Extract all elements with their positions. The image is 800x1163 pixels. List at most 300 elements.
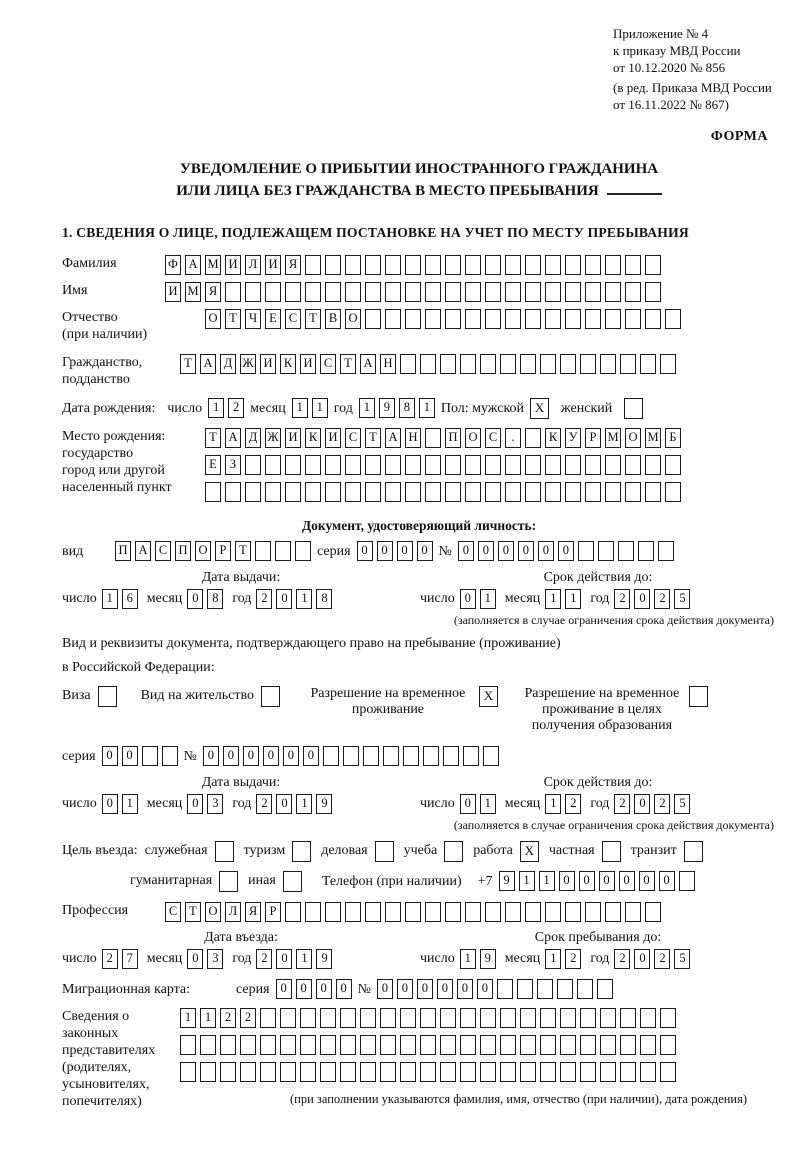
char-box[interactable]: [320, 1008, 336, 1028]
char-box[interactable]: [660, 1008, 676, 1028]
char-box[interactable]: И: [260, 354, 276, 374]
char-box[interactable]: [679, 871, 695, 891]
char-box[interactable]: И: [165, 282, 181, 302]
char-box[interactable]: 2: [256, 949, 272, 969]
char-box[interactable]: Д: [220, 354, 236, 374]
char-box[interactable]: [585, 255, 601, 275]
char-box[interactable]: [500, 1062, 516, 1082]
char-box[interactable]: 0: [102, 794, 118, 814]
char-box[interactable]: [465, 309, 481, 329]
char-box[interactable]: [560, 1008, 576, 1028]
char-box[interactable]: [645, 309, 661, 329]
char-box[interactable]: [405, 902, 421, 922]
char-box[interactable]: [440, 1008, 456, 1028]
char-box[interactable]: [540, 1008, 556, 1028]
char-box[interactable]: [403, 746, 419, 766]
char-box[interactable]: А: [225, 428, 241, 448]
transit-checkbox[interactable]: [684, 841, 703, 862]
char-box[interactable]: [585, 455, 601, 475]
char-box[interactable]: [423, 746, 439, 766]
char-box[interactable]: [545, 309, 561, 329]
char-box[interactable]: И: [265, 255, 281, 275]
char-box[interactable]: 0: [518, 541, 534, 561]
char-box[interactable]: [485, 255, 501, 275]
char-box[interactable]: [255, 541, 271, 561]
char-box[interactable]: [545, 455, 561, 475]
char-box[interactable]: [445, 902, 461, 922]
char-box[interactable]: 0: [619, 871, 635, 891]
char-box[interactable]: [557, 979, 573, 999]
char-box[interactable]: [577, 979, 593, 999]
char-box[interactable]: [505, 455, 521, 475]
char-box[interactable]: 0: [276, 794, 292, 814]
char-box[interactable]: 0: [122, 746, 138, 766]
char-box[interactable]: 1: [296, 794, 312, 814]
char-box[interactable]: [345, 482, 361, 502]
char-box[interactable]: [425, 482, 441, 502]
char-box[interactable]: [620, 1062, 636, 1082]
char-box[interactable]: [500, 1035, 516, 1055]
char-box[interactable]: [545, 902, 561, 922]
char-box[interactable]: 0: [316, 979, 332, 999]
char-box[interactable]: О: [195, 541, 211, 561]
char-box[interactable]: З: [225, 455, 241, 475]
char-box[interactable]: 1: [419, 398, 435, 418]
char-box[interactable]: [485, 482, 501, 502]
char-box[interactable]: [365, 255, 381, 275]
char-box[interactable]: Ж: [240, 354, 256, 374]
char-box[interactable]: [520, 1062, 536, 1082]
char-box[interactable]: М: [205, 255, 221, 275]
char-box[interactable]: 0: [460, 589, 476, 609]
char-box[interactable]: [205, 482, 221, 502]
char-box[interactable]: [285, 282, 301, 302]
char-box[interactable]: .: [505, 428, 521, 448]
char-box[interactable]: [300, 1062, 316, 1082]
char-box[interactable]: [225, 482, 241, 502]
char-box[interactable]: [640, 1062, 656, 1082]
char-box[interactable]: 0: [397, 979, 413, 999]
char-box[interactable]: [465, 482, 481, 502]
char-box[interactable]: [640, 354, 656, 374]
char-box[interactable]: Я: [205, 282, 221, 302]
char-box[interactable]: О: [345, 309, 361, 329]
char-box[interactable]: С: [285, 309, 301, 329]
char-box[interactable]: [345, 455, 361, 475]
char-box[interactable]: С: [345, 428, 361, 448]
char-box[interactable]: [605, 309, 621, 329]
char-box[interactable]: 0: [187, 589, 203, 609]
char-box[interactable]: 0: [559, 871, 575, 891]
char-box[interactable]: [305, 255, 321, 275]
char-box[interactable]: 0: [336, 979, 352, 999]
char-box[interactable]: [440, 1035, 456, 1055]
char-box[interactable]: [275, 541, 291, 561]
char-box[interactable]: 0: [457, 979, 473, 999]
char-box[interactable]: [345, 255, 361, 275]
char-box[interactable]: Р: [215, 541, 231, 561]
char-box[interactable]: 0: [276, 949, 292, 969]
char-box[interactable]: Т: [185, 902, 201, 922]
char-box[interactable]: [625, 255, 641, 275]
char-box[interactable]: [385, 255, 401, 275]
char-box[interactable]: С: [485, 428, 501, 448]
char-box[interactable]: [565, 309, 581, 329]
char-box[interactable]: [660, 1035, 676, 1055]
char-box[interactable]: [225, 282, 241, 302]
char-box[interactable]: [285, 482, 301, 502]
official-checkbox[interactable]: [215, 841, 234, 862]
char-box[interactable]: 8: [399, 398, 415, 418]
char-box[interactable]: И: [225, 255, 241, 275]
char-box[interactable]: 1: [296, 949, 312, 969]
char-box[interactable]: [305, 902, 321, 922]
char-box[interactable]: Д: [245, 428, 261, 448]
char-box[interactable]: 0: [296, 979, 312, 999]
char-box[interactable]: [520, 1035, 536, 1055]
char-box[interactable]: [285, 455, 301, 475]
char-box[interactable]: [525, 482, 541, 502]
char-box[interactable]: [465, 282, 481, 302]
char-box[interactable]: [500, 354, 516, 374]
char-box[interactable]: Я: [285, 255, 301, 275]
char-box[interactable]: П: [175, 541, 191, 561]
char-box[interactable]: [580, 354, 596, 374]
char-box[interactable]: [665, 482, 681, 502]
char-box[interactable]: 1: [296, 589, 312, 609]
char-box[interactable]: 0: [477, 979, 493, 999]
char-box[interactable]: [280, 1008, 296, 1028]
char-box[interactable]: [625, 309, 641, 329]
char-box[interactable]: [665, 455, 681, 475]
char-box[interactable]: [300, 1035, 316, 1055]
char-box[interactable]: [443, 746, 459, 766]
char-box[interactable]: [485, 902, 501, 922]
char-box[interactable]: [245, 282, 261, 302]
char-box[interactable]: М: [605, 428, 621, 448]
char-box[interactable]: [598, 541, 614, 561]
char-box[interactable]: Ж: [265, 428, 281, 448]
char-box[interactable]: [660, 354, 676, 374]
char-box[interactable]: [180, 1062, 196, 1082]
char-box[interactable]: [505, 282, 521, 302]
char-box[interactable]: [525, 255, 541, 275]
char-box[interactable]: [520, 354, 536, 374]
char-box[interactable]: 0: [437, 979, 453, 999]
char-box[interactable]: Т: [235, 541, 251, 561]
char-box[interactable]: [300, 1008, 316, 1028]
char-box[interactable]: [605, 282, 621, 302]
char-box[interactable]: [605, 455, 621, 475]
char-box[interactable]: 1: [102, 589, 118, 609]
char-box[interactable]: [660, 1062, 676, 1082]
char-box[interactable]: [420, 1035, 436, 1055]
char-box[interactable]: 2: [102, 949, 118, 969]
char-box[interactable]: 2: [565, 794, 581, 814]
char-box[interactable]: [465, 255, 481, 275]
char-box[interactable]: 8: [316, 589, 332, 609]
char-box[interactable]: [380, 1008, 396, 1028]
char-box[interactable]: [618, 541, 634, 561]
char-box[interactable]: [645, 255, 661, 275]
char-box[interactable]: [565, 482, 581, 502]
work-checkbox[interactable]: X: [520, 841, 539, 862]
char-box[interactable]: [360, 1035, 376, 1055]
char-box[interactable]: [505, 309, 521, 329]
char-box[interactable]: 0: [223, 746, 239, 766]
char-box[interactable]: [600, 1035, 616, 1055]
char-box[interactable]: [323, 746, 339, 766]
char-box[interactable]: 1: [359, 398, 375, 418]
char-box[interactable]: [285, 902, 301, 922]
char-box[interactable]: [540, 1062, 556, 1082]
char-box[interactable]: 0: [634, 949, 650, 969]
char-box[interactable]: 0: [283, 746, 299, 766]
char-box[interactable]: [605, 482, 621, 502]
char-box[interactable]: [560, 1035, 576, 1055]
char-box[interactable]: [325, 482, 341, 502]
char-box[interactable]: [260, 1062, 276, 1082]
char-box[interactable]: 0: [579, 871, 595, 891]
char-box[interactable]: [365, 482, 381, 502]
char-box[interactable]: [445, 482, 461, 502]
other-checkbox[interactable]: [283, 871, 302, 892]
char-box[interactable]: [320, 1035, 336, 1055]
char-box[interactable]: [220, 1062, 236, 1082]
char-box[interactable]: [540, 1035, 556, 1055]
char-box[interactable]: 1: [539, 871, 555, 891]
char-box[interactable]: Л: [245, 255, 261, 275]
char-box[interactable]: 0: [634, 589, 650, 609]
char-box[interactable]: [365, 902, 381, 922]
char-box[interactable]: [363, 746, 379, 766]
char-box[interactable]: [425, 428, 441, 448]
char-box[interactable]: 2: [614, 949, 630, 969]
char-box[interactable]: [340, 1035, 356, 1055]
char-box[interactable]: [585, 282, 601, 302]
char-box[interactable]: [420, 354, 436, 374]
char-box[interactable]: Я: [245, 902, 261, 922]
char-box[interactable]: 1: [519, 871, 535, 891]
char-box[interactable]: [142, 746, 158, 766]
gender-male-checkbox[interactable]: X: [530, 398, 549, 419]
char-box[interactable]: [580, 1062, 596, 1082]
char-box[interactable]: 3: [207, 949, 223, 969]
char-box[interactable]: У: [565, 428, 581, 448]
char-box[interactable]: [365, 455, 381, 475]
char-box[interactable]: 5: [674, 589, 690, 609]
char-box[interactable]: Е: [205, 455, 221, 475]
char-box[interactable]: 1: [208, 398, 224, 418]
char-box[interactable]: [425, 309, 441, 329]
char-box[interactable]: [280, 1062, 296, 1082]
char-box[interactable]: О: [205, 309, 221, 329]
char-box[interactable]: М: [645, 428, 661, 448]
char-box[interactable]: А: [200, 354, 216, 374]
char-box[interactable]: 1: [200, 1008, 216, 1028]
char-box[interactable]: Р: [585, 428, 601, 448]
char-box[interactable]: [463, 746, 479, 766]
char-box[interactable]: [445, 282, 461, 302]
char-box[interactable]: [520, 1008, 536, 1028]
char-box[interactable]: [460, 1062, 476, 1082]
char-box[interactable]: 0: [263, 746, 279, 766]
char-box[interactable]: [425, 282, 441, 302]
char-box[interactable]: 9: [480, 949, 496, 969]
char-box[interactable]: [605, 902, 621, 922]
char-box[interactable]: 1: [180, 1008, 196, 1028]
char-box[interactable]: 0: [458, 541, 474, 561]
char-box[interactable]: Е: [265, 309, 281, 329]
char-box[interactable]: [385, 482, 401, 502]
char-box[interactable]: [360, 1062, 376, 1082]
char-box[interactable]: 0: [357, 541, 373, 561]
char-box[interactable]: 2: [614, 794, 630, 814]
char-box[interactable]: 7: [122, 949, 138, 969]
char-box[interactable]: [385, 309, 401, 329]
char-box[interactable]: [565, 282, 581, 302]
char-box[interactable]: [265, 482, 281, 502]
char-box[interactable]: [460, 1035, 476, 1055]
char-box[interactable]: [345, 282, 361, 302]
char-box[interactable]: К: [280, 354, 296, 374]
char-box[interactable]: 2: [228, 398, 244, 418]
char-box[interactable]: [517, 979, 533, 999]
char-box[interactable]: 0: [276, 589, 292, 609]
char-box[interactable]: [625, 455, 641, 475]
char-box[interactable]: А: [185, 255, 201, 275]
char-box[interactable]: 0: [538, 541, 554, 561]
char-box[interactable]: 0: [599, 871, 615, 891]
char-box[interactable]: [625, 282, 641, 302]
char-box[interactable]: С: [165, 902, 181, 922]
char-box[interactable]: 9: [379, 398, 395, 418]
char-box[interactable]: [425, 455, 441, 475]
char-box[interactable]: 8: [207, 589, 223, 609]
char-box[interactable]: 5: [674, 949, 690, 969]
char-box[interactable]: [180, 1035, 196, 1055]
char-box[interactable]: [385, 282, 401, 302]
char-box[interactable]: [525, 282, 541, 302]
char-box[interactable]: [400, 1062, 416, 1082]
char-box[interactable]: [365, 282, 381, 302]
char-box[interactable]: [560, 1062, 576, 1082]
gender-female-checkbox[interactable]: [624, 398, 643, 419]
char-box[interactable]: Т: [205, 428, 221, 448]
char-box[interactable]: [525, 455, 541, 475]
char-box[interactable]: [340, 1008, 356, 1028]
char-box[interactable]: Т: [180, 354, 196, 374]
char-box[interactable]: 2: [654, 949, 670, 969]
char-box[interactable]: [500, 1008, 516, 1028]
char-box[interactable]: [580, 1035, 596, 1055]
char-box[interactable]: 0: [377, 979, 393, 999]
char-box[interactable]: 1: [292, 398, 308, 418]
char-box[interactable]: 2: [565, 949, 581, 969]
char-box[interactable]: 0: [377, 541, 393, 561]
char-box[interactable]: [405, 282, 421, 302]
char-box[interactable]: [440, 354, 456, 374]
char-box[interactable]: [383, 746, 399, 766]
char-box[interactable]: [400, 1035, 416, 1055]
char-box[interactable]: 0: [243, 746, 259, 766]
char-box[interactable]: [545, 255, 561, 275]
char-box[interactable]: [545, 482, 561, 502]
char-box[interactable]: [580, 1008, 596, 1028]
char-box[interactable]: Б: [665, 428, 681, 448]
temp-residence-education-checkbox[interactable]: [689, 686, 708, 707]
char-box[interactable]: И: [285, 428, 301, 448]
char-box[interactable]: [445, 309, 461, 329]
char-box[interactable]: [325, 282, 341, 302]
char-box[interactable]: [305, 482, 321, 502]
char-box[interactable]: 9: [316, 794, 332, 814]
char-box[interactable]: Т: [305, 309, 321, 329]
char-box[interactable]: [545, 282, 561, 302]
char-box[interactable]: [645, 902, 661, 922]
char-box[interactable]: 6: [122, 589, 138, 609]
char-box[interactable]: [265, 282, 281, 302]
business-checkbox[interactable]: [375, 841, 394, 862]
char-box[interactable]: 0: [276, 979, 292, 999]
char-box[interactable]: [365, 309, 381, 329]
char-box[interactable]: [405, 255, 421, 275]
char-box[interactable]: [245, 455, 261, 475]
char-box[interactable]: К: [545, 428, 561, 448]
char-box[interactable]: [525, 902, 541, 922]
char-box[interactable]: [200, 1062, 216, 1082]
char-box[interactable]: [460, 1008, 476, 1028]
char-box[interactable]: [425, 902, 441, 922]
char-box[interactable]: [525, 309, 541, 329]
char-box[interactable]: [600, 1062, 616, 1082]
char-box[interactable]: 0: [634, 794, 650, 814]
char-box[interactable]: 2: [654, 589, 670, 609]
char-box[interactable]: 0: [417, 541, 433, 561]
char-box[interactable]: 9: [316, 949, 332, 969]
char-box[interactable]: [565, 902, 581, 922]
char-box[interactable]: 0: [460, 794, 476, 814]
char-box[interactable]: 2: [256, 589, 272, 609]
char-box[interactable]: А: [135, 541, 151, 561]
char-box[interactable]: 1: [545, 589, 561, 609]
char-box[interactable]: 0: [639, 871, 655, 891]
char-box[interactable]: [325, 455, 341, 475]
char-box[interactable]: [360, 1008, 376, 1028]
char-box[interactable]: [505, 255, 521, 275]
char-box[interactable]: [638, 541, 654, 561]
char-box[interactable]: [305, 282, 321, 302]
char-box[interactable]: [340, 1062, 356, 1082]
char-box[interactable]: [483, 746, 499, 766]
char-box[interactable]: [305, 455, 321, 475]
char-box[interactable]: 0: [303, 746, 319, 766]
char-box[interactable]: [240, 1035, 256, 1055]
char-box[interactable]: О: [625, 428, 641, 448]
char-box[interactable]: [445, 455, 461, 475]
char-box[interactable]: 1: [545, 949, 561, 969]
char-box[interactable]: П: [115, 541, 131, 561]
char-box[interactable]: [658, 541, 674, 561]
char-box[interactable]: [665, 309, 681, 329]
char-box[interactable]: 0: [102, 746, 118, 766]
char-box[interactable]: [265, 455, 281, 475]
char-box[interactable]: 2: [614, 589, 630, 609]
tourism-checkbox[interactable]: [292, 841, 311, 862]
char-box[interactable]: 9: [499, 871, 515, 891]
char-box[interactable]: 1: [312, 398, 328, 418]
char-box[interactable]: [460, 354, 476, 374]
